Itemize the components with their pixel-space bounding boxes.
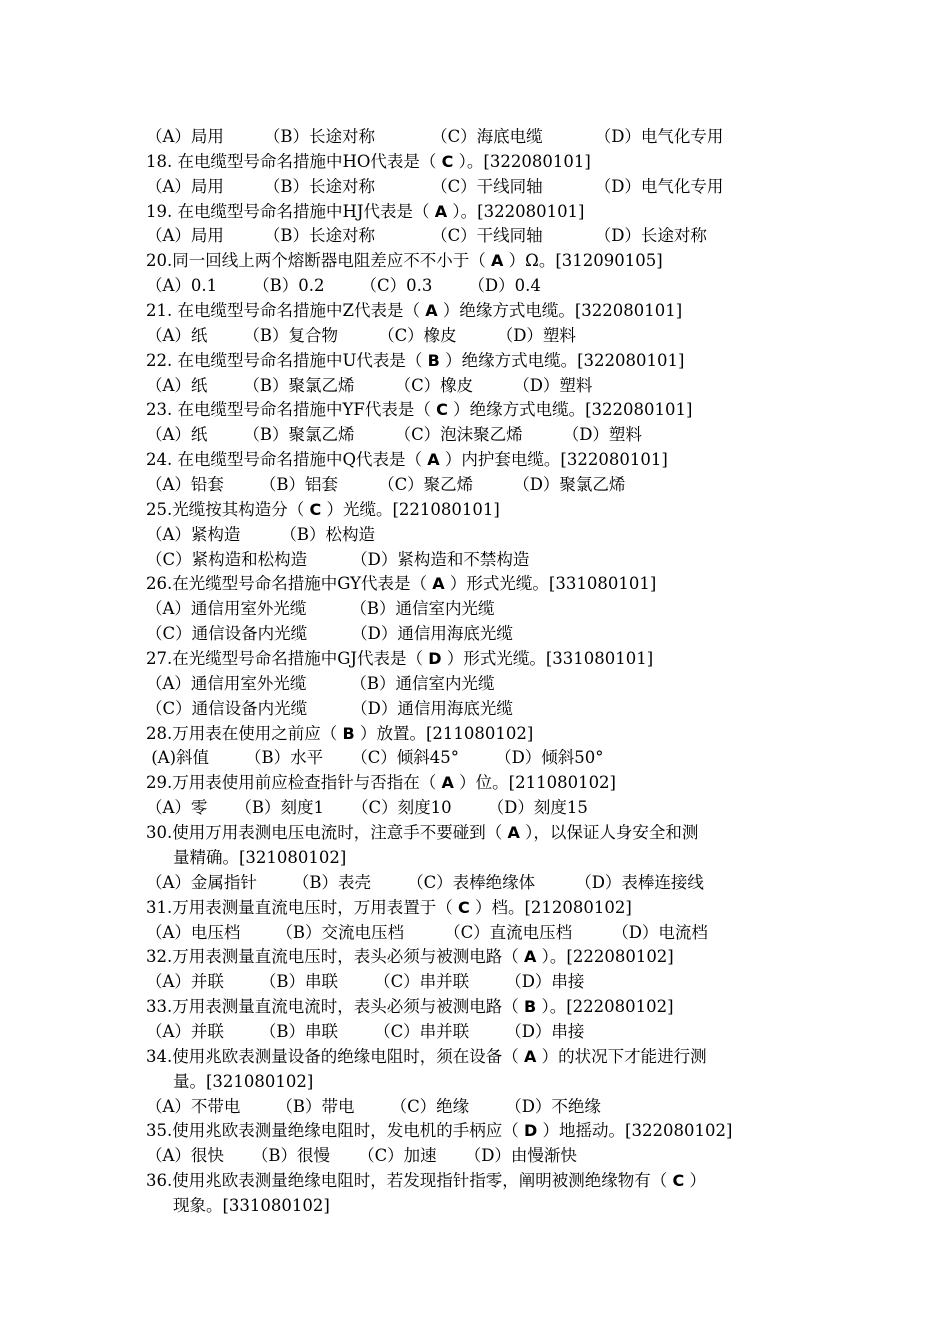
answer-letter: C <box>436 400 448 420</box>
question-number: 23. <box>146 400 173 420</box>
question-text-after: ）放置。 <box>354 723 426 743</box>
question-line <box>146 299 826 324</box>
options-line <box>146 423 826 448</box>
options-line <box>146 921 826 946</box>
options-line <box>146 548 826 573</box>
question-number: 21. <box>146 301 173 321</box>
question-line <box>146 249 826 274</box>
question-continuation: 现象。[331080102] <box>173 1195 330 1215</box>
option: （A）局用 <box>146 176 224 196</box>
answer-letter: A <box>524 1046 537 1066</box>
option: （D）串接 <box>505 972 585 992</box>
question-text: 使用兆欧表测量绝缘电阻时，若发现指针指零，阐明被测绝缘物有（ <box>172 1171 673 1191</box>
option: （B）铝套 <box>259 475 339 495</box>
option: （C）海底电缆 <box>431 127 543 146</box>
options-line <box>146 796 826 821</box>
question-code: [322080101] <box>577 350 685 370</box>
question-line <box>146 896 826 921</box>
question-line <box>146 572 826 597</box>
option: （C）紧构造和松构造 <box>146 549 308 569</box>
option: （B）表壳 <box>292 872 372 892</box>
options-line <box>146 1095 826 1120</box>
option: (A)斜值 <box>146 748 210 768</box>
question-line <box>146 1119 826 1144</box>
question-text-after: ）。 <box>536 997 567 1017</box>
option: （A）纸 <box>146 325 208 345</box>
question-text-after: ）。 <box>447 201 478 221</box>
option: （C）表棒绝缘体 <box>407 872 536 892</box>
option: （D）电气化专用 <box>594 127 724 146</box>
question-text: 万用表使用前应检查指针与否指在（ <box>172 773 442 793</box>
answer-letter: B <box>342 723 355 743</box>
option: （A）并联 <box>146 972 224 992</box>
question-text: 万用表测量直流电压时，万用表置于（ <box>172 897 458 917</box>
question-line <box>146 448 826 473</box>
question-code: [312090105] <box>555 251 663 271</box>
option: （B）串联 <box>259 1021 339 1041</box>
question-text: 在电缆型号命名措施中Z代表是（ <box>172 301 426 321</box>
question-text: 使用万用表测电压电流时，注意手不要碰到（ <box>172 823 508 843</box>
question-code: [331080101] <box>545 649 654 669</box>
option: （C）干线同轴 <box>431 226 543 246</box>
question-text-after: ）Ω。 <box>503 251 556 271</box>
question-code: [222080102] <box>566 997 674 1017</box>
question-text-after: ）档。 <box>469 897 525 917</box>
question-number: 34. <box>146 1046 173 1066</box>
answer-letter: A <box>441 773 454 793</box>
question-text-after: ）绝缘方式电缆。 <box>447 400 586 420</box>
answer-letter: A <box>434 201 448 221</box>
option: （D）聚氯乙烯 <box>513 475 626 495</box>
option: （A）纸 <box>146 375 208 395</box>
question-text-after: ）的状况下才能进行测 <box>536 1046 707 1066</box>
option: （A）零 <box>146 798 208 818</box>
question-number: 25. <box>146 499 173 519</box>
option: （D）由慢渐快 <box>464 1146 577 1166</box>
option: （D）长途对称 <box>594 226 707 246</box>
option: （A）金属指针 <box>146 872 257 892</box>
answer-letter: A <box>524 947 537 967</box>
question-line <box>146 150 826 175</box>
question-text: 在电缆型号命名措施中Q代表是（ <box>172 450 428 470</box>
option: （A）很快 <box>146 1146 224 1166</box>
options-line <box>146 871 826 896</box>
option: （B）0.2 <box>253 276 325 296</box>
answer-letter: C <box>441 151 454 171</box>
option: （B）通信室内光缆 <box>350 673 495 693</box>
options-line <box>146 175 826 200</box>
question-text: 使用兆欧表测量绝缘电阻时，发电机的手柄应（ <box>172 1121 524 1141</box>
question-number: 36. <box>146 1171 173 1191</box>
answer-letter: C <box>672 1171 685 1191</box>
options-line <box>146 523 826 548</box>
option: （C）聚乙烯 <box>378 475 474 495</box>
option: （D）串接 <box>505 1021 585 1041</box>
option: （B）长途对称 <box>263 127 376 146</box>
question-number: 27. <box>146 649 173 669</box>
question-text-after: ）绝缘方式电缆。 <box>437 301 575 321</box>
question-text: 在电缆型号命名措施中HJ代表是（ <box>172 201 435 221</box>
question-number: 22. <box>146 350 173 370</box>
option: （C）刻度10 <box>352 798 452 818</box>
question-text: 万用表测量直流电压时，表头必须与被测电路（ <box>172 947 524 967</box>
question-number: 19. <box>146 201 173 221</box>
option: （C）串并联 <box>374 1021 470 1041</box>
answer-letter: C <box>309 499 322 519</box>
option: （B）很慢 <box>251 1146 331 1166</box>
question-line <box>146 647 826 672</box>
question-number: 32. <box>146 947 173 967</box>
question-text-after: ）。 <box>453 151 484 171</box>
option: （D）通信用海底光缆 <box>351 698 513 718</box>
question-number: 28. <box>146 723 173 743</box>
answer-letter: A <box>507 823 520 843</box>
question-line <box>146 771 826 796</box>
option: （C）通信设备内光缆 <box>146 698 308 718</box>
question-text: 同一回线上两个熔断器电阻差应不不小于（ <box>172 251 491 271</box>
question-line <box>146 945 826 970</box>
option: （C）加速 <box>358 1146 437 1166</box>
option: （D）通信用海底光缆 <box>351 624 513 644</box>
question-text: 万用表测量直流电流时，表头必须与被测电路（ <box>172 997 524 1017</box>
question-text: 在电缆型号命名措施中YF代表是（ <box>172 400 437 420</box>
question-number: 18. <box>146 151 173 171</box>
options-line <box>146 1020 826 1045</box>
question-code: [322080101] <box>483 151 591 171</box>
question-number: 35. <box>146 1121 173 1141</box>
options-line <box>146 597 826 622</box>
question-number: 26. <box>146 574 173 594</box>
option: （B）聚氯乙烯 <box>243 375 355 395</box>
option: （D）电气化专用 <box>594 176 724 196</box>
option: （D）表棒连接线 <box>575 872 704 892</box>
option: （A）紧构造 <box>146 524 241 544</box>
option: （B）刻度1 <box>235 798 325 818</box>
question-line <box>146 200 826 225</box>
question-text: 使用兆欧表测量设备的绝缘电阻时，须在设备（ <box>172 1046 524 1066</box>
option: （A）铅套 <box>146 475 224 495</box>
option: （A）纸 <box>146 425 208 445</box>
question-number: 24. <box>146 450 173 470</box>
options-line <box>146 324 826 349</box>
option: （B）松构造 <box>280 524 376 544</box>
option: （C）0.3 <box>360 276 433 296</box>
question-text-after: ）。 <box>536 947 567 967</box>
answer-letter: B <box>427 350 440 370</box>
options-line <box>146 374 826 399</box>
question-code: [331080101] <box>548 574 657 594</box>
option: （B）通信室内光缆 <box>350 599 495 619</box>
answer-letter: D <box>428 649 442 669</box>
options-line <box>146 125 826 150</box>
option: （D）塑料 <box>562 425 642 445</box>
option: （A）局用 <box>146 127 224 146</box>
option: （C）绝缘 <box>390 1096 470 1116</box>
answer-letter: D <box>524 1121 538 1141</box>
question-number: 20. <box>146 251 173 271</box>
option: （C）干线同轴 <box>431 176 543 196</box>
answer-letter: A <box>432 574 445 594</box>
question-number: 30. <box>146 823 173 843</box>
question-text-after: ）绝缘方式电缆。 <box>439 350 578 370</box>
option: （C）通信设备内光缆 <box>146 624 308 644</box>
question-number: 29. <box>146 773 173 793</box>
question-line <box>146 722 826 747</box>
option: （A）电压档 <box>146 922 241 942</box>
option: （C）橡皮 <box>378 325 457 345</box>
option: （A）通信用室外光缆 <box>146 599 307 619</box>
option: （C）直流电压档 <box>444 922 573 942</box>
option: （C）倾斜45° <box>351 748 460 768</box>
option: （B）水平 <box>245 748 324 768</box>
question-text-after: ）内护套电缆。 <box>439 450 561 470</box>
question-text-after: ），以保证人身安全和测 <box>519 823 699 843</box>
question-code: [322080102] <box>625 1121 733 1141</box>
question-line <box>146 821 826 846</box>
option: （B）聚氯乙烯 <box>243 425 355 445</box>
options-line <box>146 746 826 771</box>
option: （A）0.1 <box>146 276 218 296</box>
question-text: 光缆按其构造分（ <box>172 499 310 519</box>
question-text: 在光缆型号命名措施中GY代表是（ <box>172 574 433 594</box>
question-text: 万用表在使用之前应（ <box>172 723 343 743</box>
question-list <box>146 125 826 1219</box>
option: （D）紧构造和不禁构造 <box>351 549 530 569</box>
answer-letter: A <box>491 251 504 271</box>
option: （D）塑料 <box>513 375 593 395</box>
question-continuation: 量精确。[321080102] <box>173 847 347 867</box>
question-text-after: ）形式光缆。 <box>441 649 546 669</box>
option: （B）复合物 <box>243 325 339 345</box>
option: （D）不绝缘 <box>505 1096 601 1116</box>
options-line <box>146 622 826 647</box>
question-code: [221080101] <box>392 499 500 519</box>
option: （C）串并联 <box>374 972 470 992</box>
answer-letter: A <box>425 301 438 321</box>
question-line <box>146 498 826 523</box>
question-text-after: ）位。 <box>453 773 509 793</box>
answer-letter: C <box>458 897 470 917</box>
option: （D）倾斜50° <box>495 748 604 768</box>
option: （C）泡沫聚乙烯 <box>394 425 523 445</box>
question-text-after: ）形式光缆。 <box>444 574 549 594</box>
option: （C）橡皮 <box>394 375 474 395</box>
question-text: 在电缆型号命名措施中HO代表是（ <box>172 151 442 171</box>
options-line <box>146 970 826 995</box>
question-code: [322080101] <box>585 400 693 420</box>
question-code: [211080102] <box>508 773 616 793</box>
question-continuation: 量。[321080102] <box>173 1071 314 1091</box>
question-number: 33. <box>146 997 173 1017</box>
question-code: [212080102] <box>524 897 632 917</box>
option: （A）不带电 <box>146 1096 241 1116</box>
options-line <box>146 672 826 697</box>
options-line <box>146 1144 826 1169</box>
question-text: 在电缆型号命名措施中U代表是（ <box>172 350 428 370</box>
option: （D）电流档 <box>612 922 708 942</box>
options-line <box>146 224 826 249</box>
option: （D）0.4 <box>468 276 541 296</box>
question-number: 31. <box>146 897 173 917</box>
question-text-after: ）地摇动。 <box>537 1121 626 1141</box>
question-code: [322080101] <box>560 450 668 470</box>
options-line <box>146 697 826 722</box>
question-code: [322080101] <box>477 201 585 221</box>
options-line <box>146 473 826 498</box>
question-code: [211080102] <box>425 723 534 743</box>
question-code: [222080102] <box>566 947 674 967</box>
option: （A）局用 <box>146 226 224 246</box>
question-text-after: ）光缆。 <box>321 499 393 519</box>
option: （B）长途对称 <box>263 176 376 196</box>
option: （A）并联 <box>146 1021 224 1041</box>
question-line <box>146 1169 826 1194</box>
option: （D）刻度15 <box>487 798 588 818</box>
option: （D）塑料 <box>496 325 576 345</box>
option: （B）长途对称 <box>263 226 376 246</box>
question-code: [322080101] <box>574 301 683 321</box>
question-line <box>146 995 826 1020</box>
answer-letter: B <box>524 997 537 1017</box>
option: （B）串联 <box>259 972 339 992</box>
answer-letter: A <box>427 450 440 470</box>
question-line <box>146 1045 826 1070</box>
option: （B）交流电压档 <box>276 922 405 942</box>
question-text: 在光缆型号命名措施中GJ代表是（ <box>172 649 429 669</box>
question-line <box>146 349 826 374</box>
option: （A）通信用室外光缆 <box>146 673 307 693</box>
question-text-after: ） <box>684 1171 706 1191</box>
options-line <box>146 274 826 299</box>
question-line <box>146 398 826 423</box>
option: （B）带电 <box>276 1096 355 1116</box>
